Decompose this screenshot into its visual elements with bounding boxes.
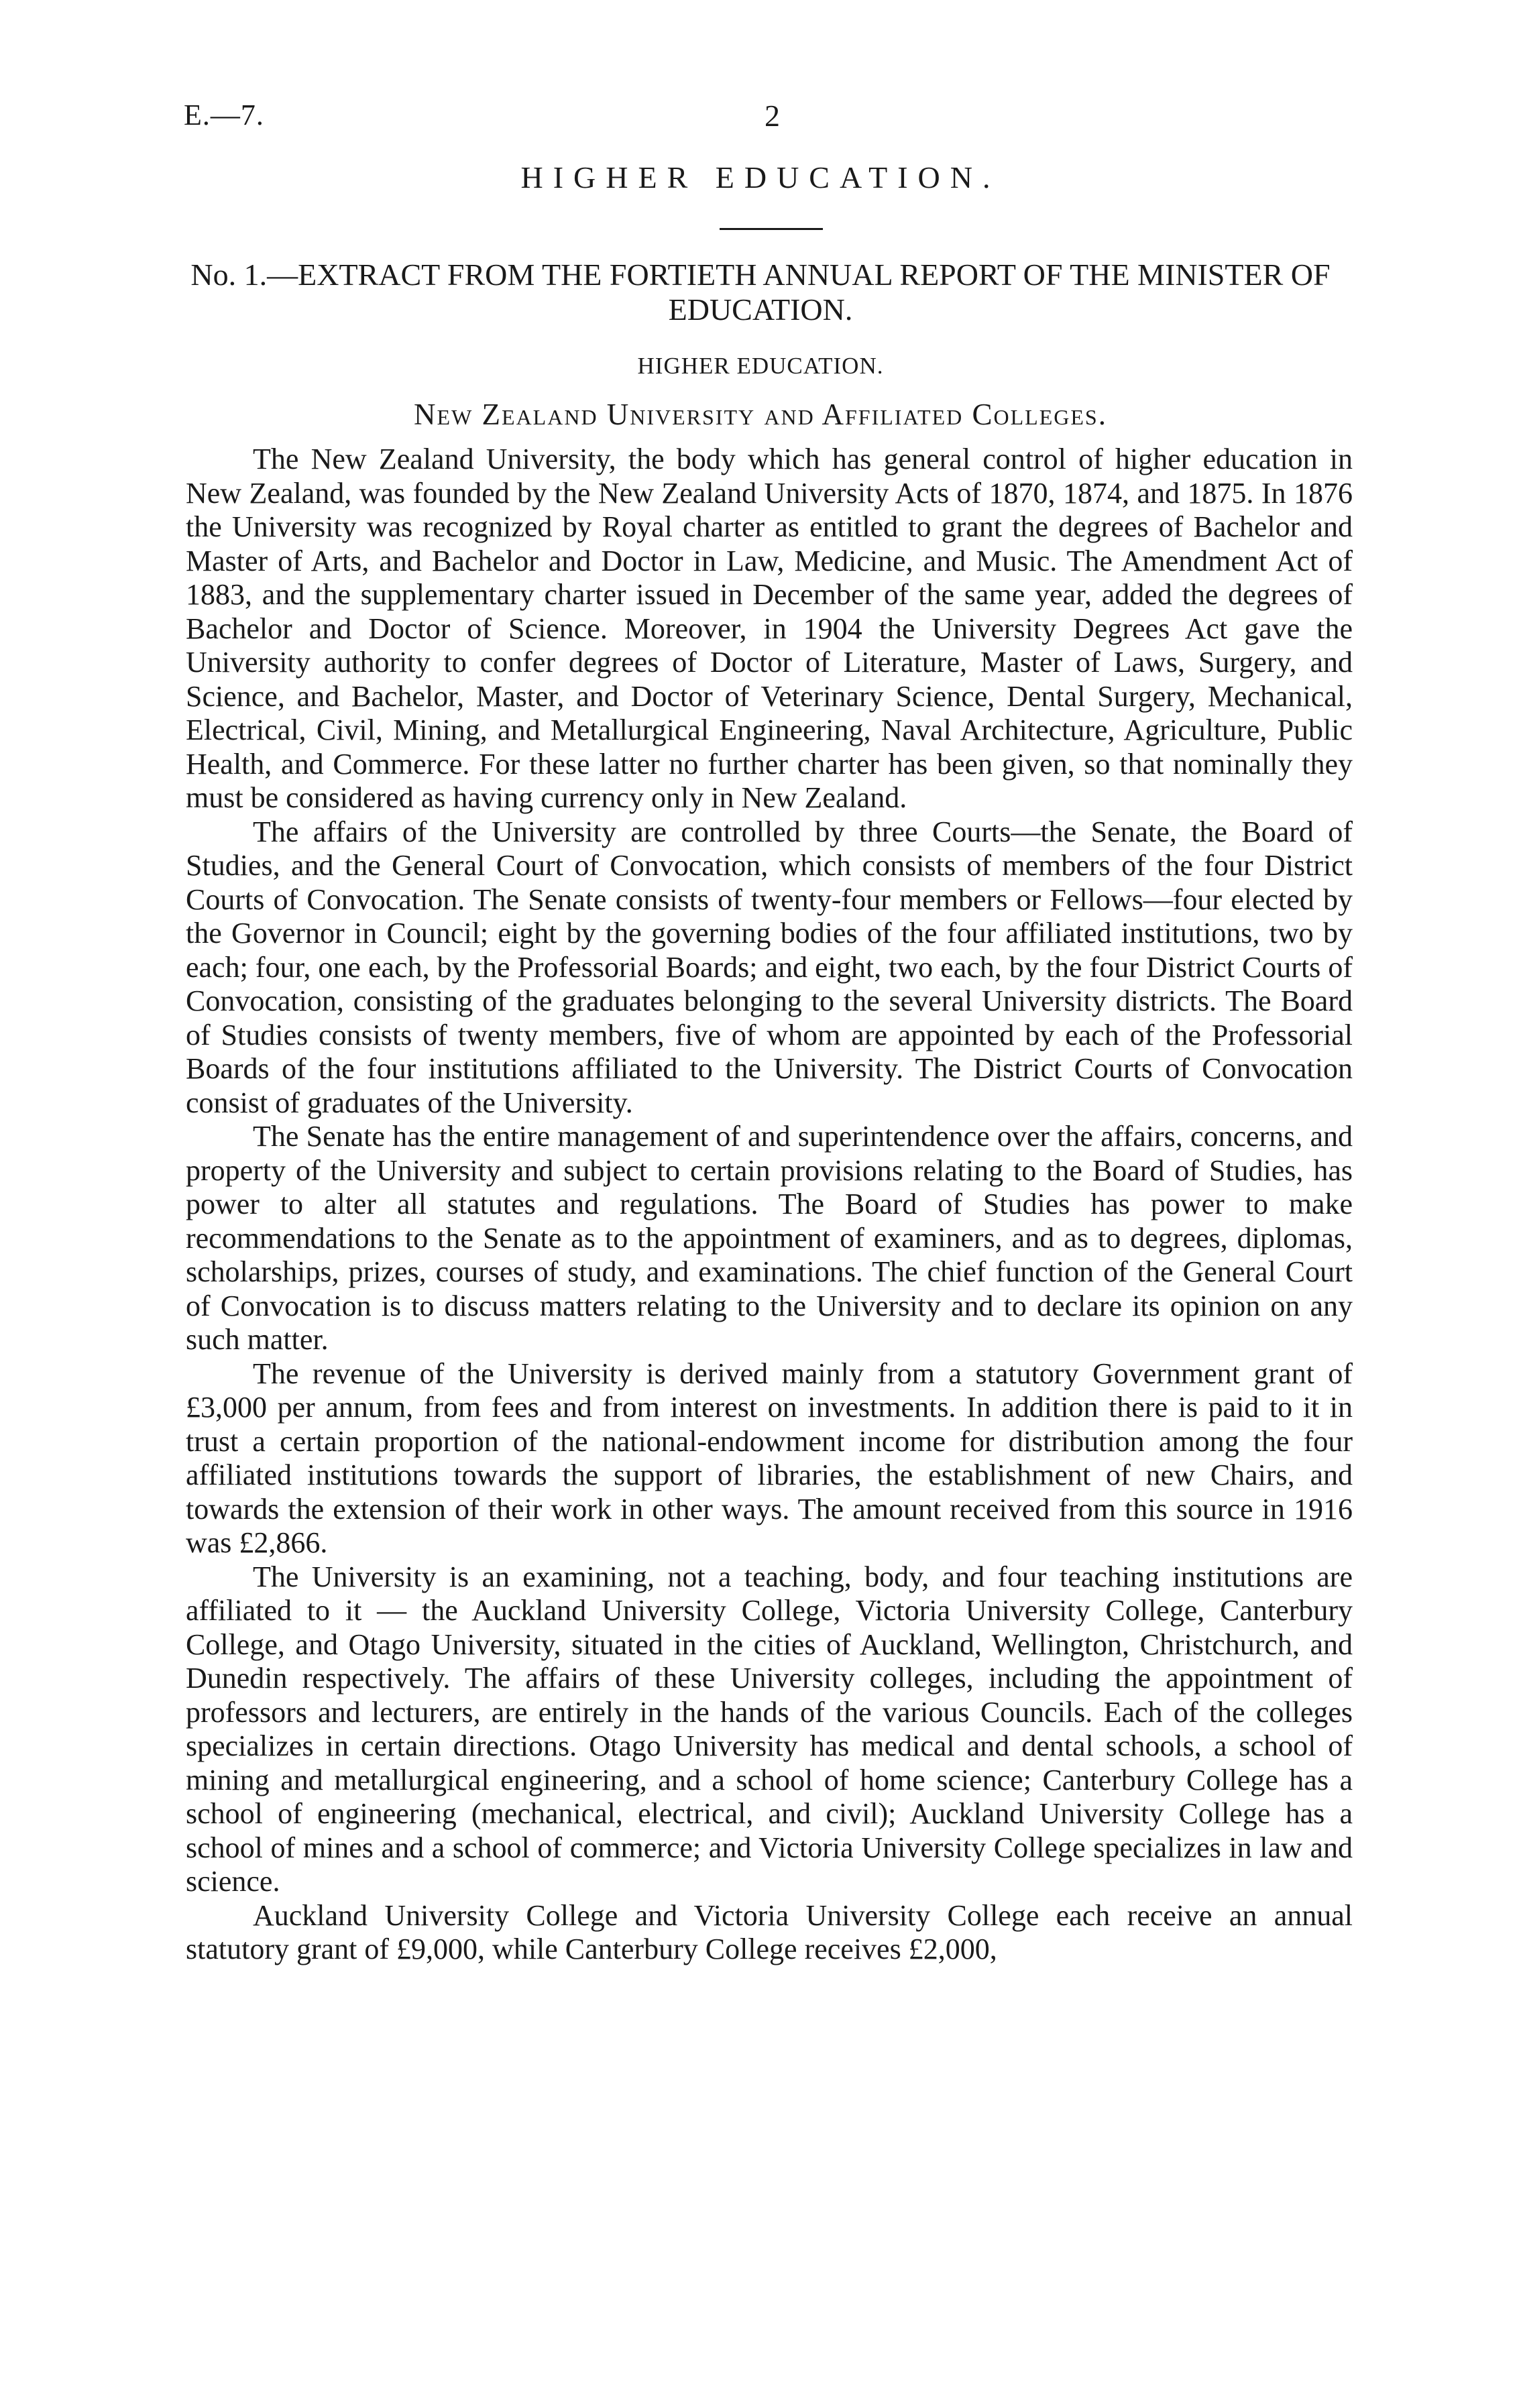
- subheading: HIGHER EDUCATION.: [637, 353, 884, 379]
- extract-title: No. 1.—EXTRACT FROM THE FORTIETH ANNUAL REPORT OF THE MINISTER OF EDUCATION.: [190, 257, 1331, 327]
- report-reference: E.—7.: [184, 99, 264, 131]
- body-text: [186, 443, 1353, 1967]
- section-heading: New Zealand University and Affiliated Colleges.: [414, 398, 1107, 431]
- paragraph: The revenue of the University is derived mainly from a statutory Government grant of £3,000 per annum, from fees and from interest on investments. In addition there is paid to it in trust a certain proportion of the national-endowment income for distribution among the four affiliated institutions towards the support of libraries, the establishment of new Chairs, and towards the extension of their work in other ways. The amount received from this source in 1916 was £2,866.: [186, 1357, 1353, 1559]
- paragraph: The Senate has the entire management of and superintendence over the affairs, concerns, and property of the University and subject to certain provisions relating to the Board of Studies, has power to alter all statutes and regulations. The Board of Studies has power to make recommendations to the Senate as to the appointment of examiners, and as to degrees, diplomas, scholarships, prizes, courses of study, and examinations. The chief function of the General Court of Convocation is to discuss matters relating to the University and to declare its opinion on any such matter.: [186, 1120, 1353, 1356]
- paragraph: Auckland University College and Victoria University College each receive an annual statutory grant of £9,000, while Canterbury College receives £2,000,: [186, 1898, 1353, 1965]
- page-title: HIGHER EDUCATION.: [520, 160, 1001, 194]
- title-divider: [720, 228, 823, 230]
- paragraph: The affairs of the University are controlled by three Courts—the Senate, the Board of Studies, and the General Court of Convocation, which consists of members of the four District Courts of Convocation. The Senate consists of twenty-four members or Fellows—four elected by the Governor in Council; eight by the governing bodies of the four affiliated institutions, two by each; four, one each, by the Professorial Boards; and eight, two each, by the four District Courts of Convocation, consisting of the graduates belonging to the several University districts. The Board of Studies consists of twenty members, five of whom are appointed by each of the Professorial Boards of the four institutions affiliated to the University. The District Courts of Convocation consist of graduates of the University.: [186, 815, 1353, 1119]
- paragraph: The New Zealand University, the body which has general control of higher education in New Zealand, was founded by the New Zealand University Acts of 1870, 1874, and 1875. In 1876 the University was recognized by Royal charter as entitled to grant the degrees of Bachelor and Master of Arts, and Bachelor and Doctor in Law, Medicine, and Music. The Amendment Act of 1883, and the supplementary charter issued in December of the same year, added the degrees of Bachelor and Doctor of Science. Moreover, in 1904 the University Degrees Act gave the University authority to confer degrees of Doctor of Literature, Master of Laws, Surgery, and Science, and Bachelor, Master, and Doctor of Veterinary Science, Dental Surgery, Mechanical, Electrical, Civil, Mining, and Metallurgical Engineering, Naval Architecture, Agriculture, Public Health, and Commerce. For these latter no further charter has been given, so that nominally they must be considered as having currency only in New Zealand.: [186, 443, 1353, 814]
- page-number: 2: [765, 99, 780, 133]
- paragraph: The University is an examining, not a teaching, body, and four teaching institutions are affiliated to it — the Auckland University College, Victoria University College, Canterbury College, and Otago University, situated in the cities of Auckland, Wellington, Christchurch, and Dunedin respectively. The affairs of these University colleges, including the appointment of professors and lecturers, are entirely in the hands of the various Councils. Each of the colleges specializes in certain directions. Otago University has medical and dental schools, a school of mining and metallurgical engineering, and a school of home science; Canterbury College has a school of engineering (mechanical, electrical, and civil); Auckland University College has a school of mines and a school of commerce; and Victoria University College specializes in law and science.: [186, 1560, 1353, 1898]
